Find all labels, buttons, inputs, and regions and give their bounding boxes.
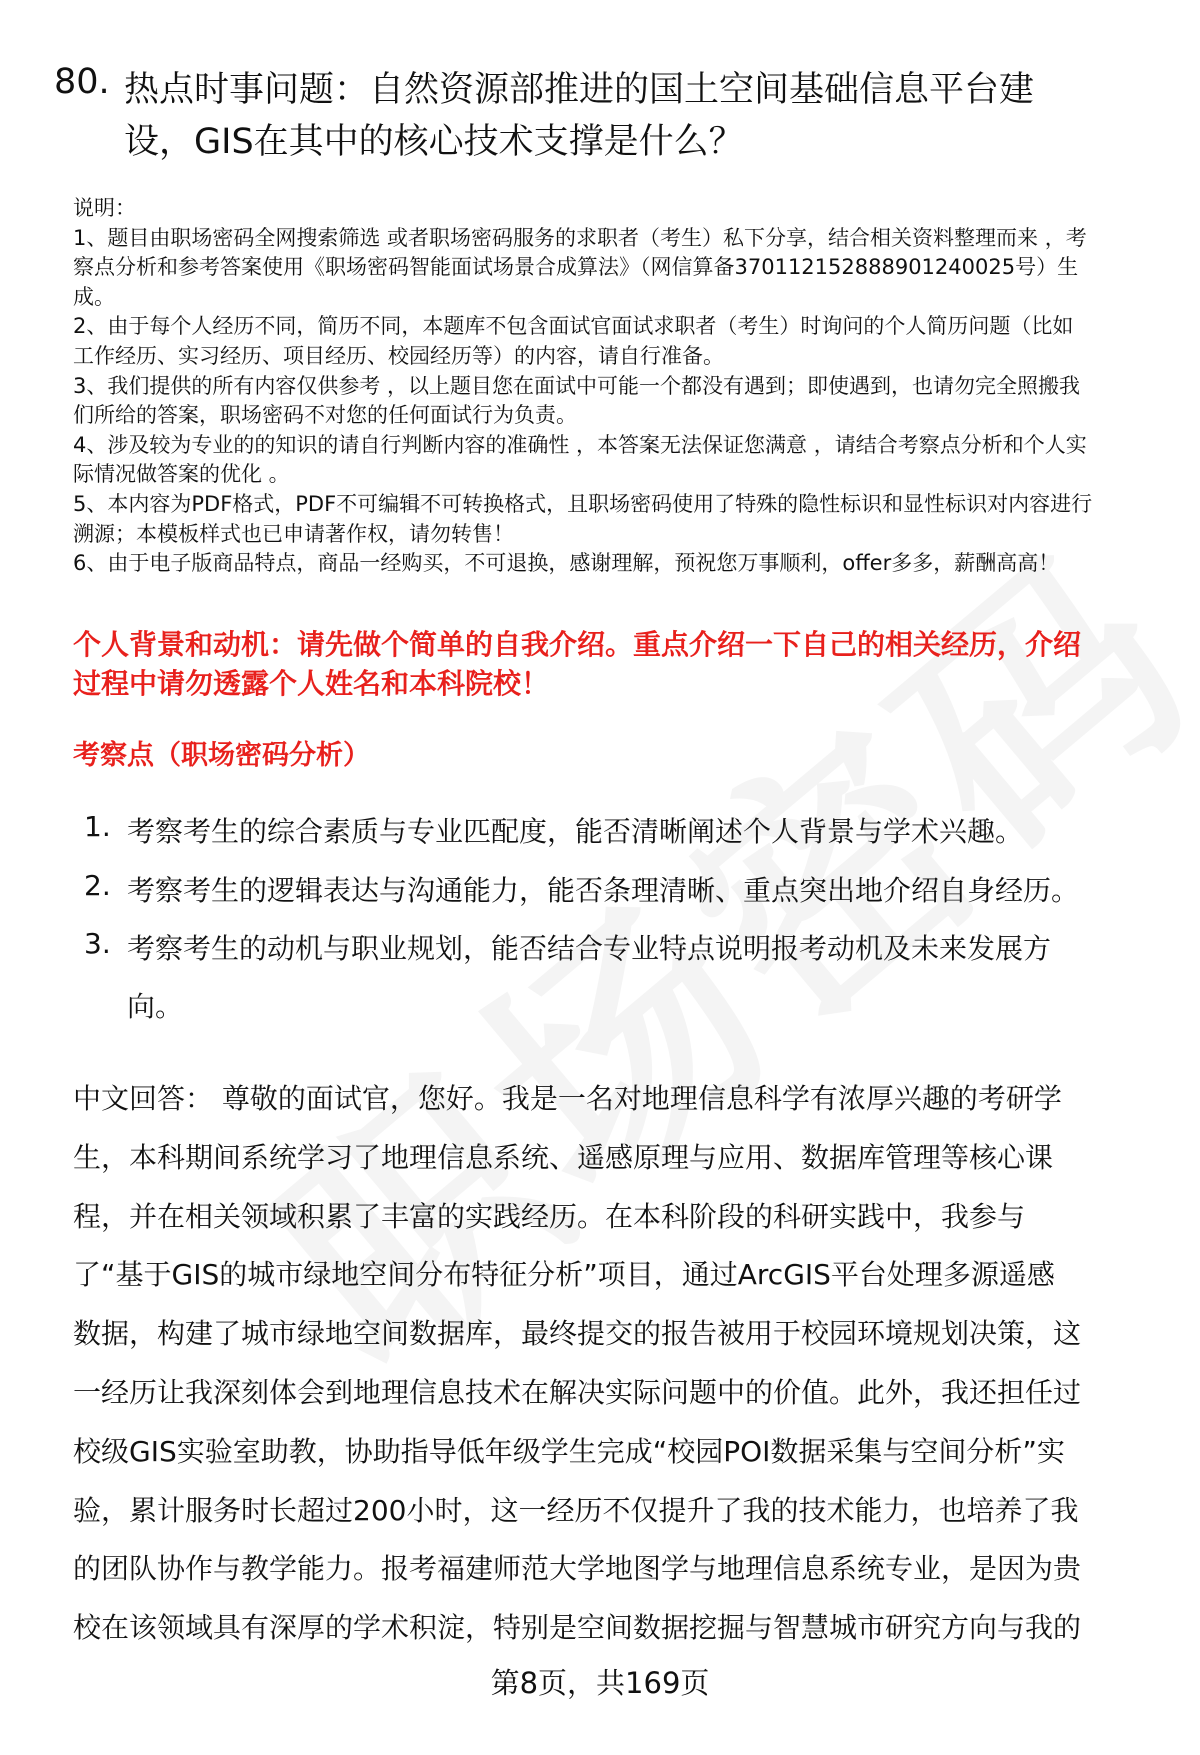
list-item: 向。: [127, 990, 184, 1023]
list-number: 3.: [84, 927, 111, 960]
note-line: 说明：: [73, 196, 136, 220]
list-item: 考察考生的动机与职业规划，能否结合专业特点说明报考动机及未来发展方: [127, 932, 1052, 965]
answer-line: 的团队协作与教学能力。报考福建师范大学地图学与地理信息系统专业，是因为贵: [73, 1552, 1082, 1586]
note-line: 4、涉及较为专业的的知识的请自行判断内容的准确性 ，本答案无法保证您满意 ，请结合考察点分析和个人实: [73, 432, 1087, 457]
answer-line: 生，本科期间系统学习了地理信息系统、遥感原理与应用、数据库管理等核心课: [73, 1140, 1054, 1174]
answer-line: 数据，构建了城市绿地空间数据库，最终提交的报告被用于校园环境规划决策，这: [73, 1317, 1082, 1351]
note-line: 际情况做答案的优化 。: [73, 462, 290, 487]
note-line: 溯源；本模板样式也已申请著作权，请勿转售！: [73, 521, 514, 546]
note-line: 5、本内容为PDF格式，PDF不可编辑不可转换格式，且职场密码使用了特殊的隐性标识和显性标识对内容进行: [73, 492, 1093, 516]
question-line: 热点时事问题：自然资源部推进的国土空间基础信息平台建: [124, 70, 1035, 110]
answer-line: 程，并在相关领域积累了丰富的实践经历。在本科阶段的科研实践中，我参与: [73, 1199, 1026, 1233]
page-number: 第8页，共169页: [490, 1666, 710, 1700]
question-number: 80.: [54, 62, 110, 102]
answer-line: 一经历让我深刻体会到地理信息技术在解决实际问题中的价值。此外，我还担任过: [73, 1376, 1082, 1409]
list-item: 考察考生的综合素质与专业匹配度，能否清晰阐述个人背景与学术兴趣。: [127, 815, 1024, 848]
question-line: 设，GIS在其中的核心技术支撑是什么？: [124, 122, 744, 162]
answer-line: 中文回答： 尊敬的面试官，您好。我是一名对地理信息科学有浓厚兴趣的考研学: [73, 1082, 1062, 1115]
note-line: 6、由于电子版商品特点，商品一经购买，不可退换，感谢理解，预祝您万事顺利，offer多多，薪酬高高！: [73, 551, 1060, 576]
note-line: 3、我们提供的所有内容仅供参考 ，以上题目您在面试中可能一个都没有遇到；即使遇到，也请勿完全照搬我: [73, 373, 1081, 398]
note-line: 工作经历、实习经历、项目经历、校园经历等）的内容，请自行准备。: [73, 344, 724, 368]
analysis-heading: 考察点（职场密码分析）: [73, 740, 370, 771]
note-line: 1、题目由职场密码全网搜索筛选 或者职场密码服务的求职者（考生）私下分享，结合相关资料整理而来 ，考: [73, 225, 1087, 250]
list-item: 考察考生的逻辑表达与沟通能力，能否条理清晰、重点突出地介绍自身经历。: [127, 874, 1080, 907]
answer-line: 验，累计服务时长超过200小时，这一经历不仅提升了我的技术能力，也培养了我: [73, 1493, 1079, 1527]
prompt-line: 个人背景和动机：请先做个简单的自我介绍。重点介绍一下自己的相关经历，介绍: [73, 628, 1082, 661]
note-line: 2、由于每个人经历不同，简历不同，本题库不包含面试官面试求职者（考生）时询问的个人简历问题（比如: [73, 314, 1074, 339]
note-line: 成。: [73, 284, 115, 309]
list-number: 2.: [84, 869, 111, 902]
note-line: 察点分析和参考答案使用《职场密码智能面试场景合成算法》（网信算备370112152888901240025号）生: [73, 255, 1079, 280]
list-number: 1.: [84, 810, 111, 843]
note-line: 们所给的答案，职场密码不对您的任何面试行为负责。: [73, 403, 577, 428]
answer-line: 了“基于GIS的城市绿地空间分布特征分析”项目，通过ArcGIS平台处理多源遥感: [73, 1258, 1055, 1292]
answer-line: 校在该领域具有深厚的学术积淀，特别是空间数据挖掘与智慧城市研究方向与我的: [73, 1611, 1082, 1645]
answer-line: 校级GIS实验室助教，协助指导低年级学生完成“校园POI数据采集与空间分析”实: [73, 1434, 1065, 1468]
prompt-line: 过程中请勿透露个人姓名和本科院校！: [73, 667, 550, 700]
